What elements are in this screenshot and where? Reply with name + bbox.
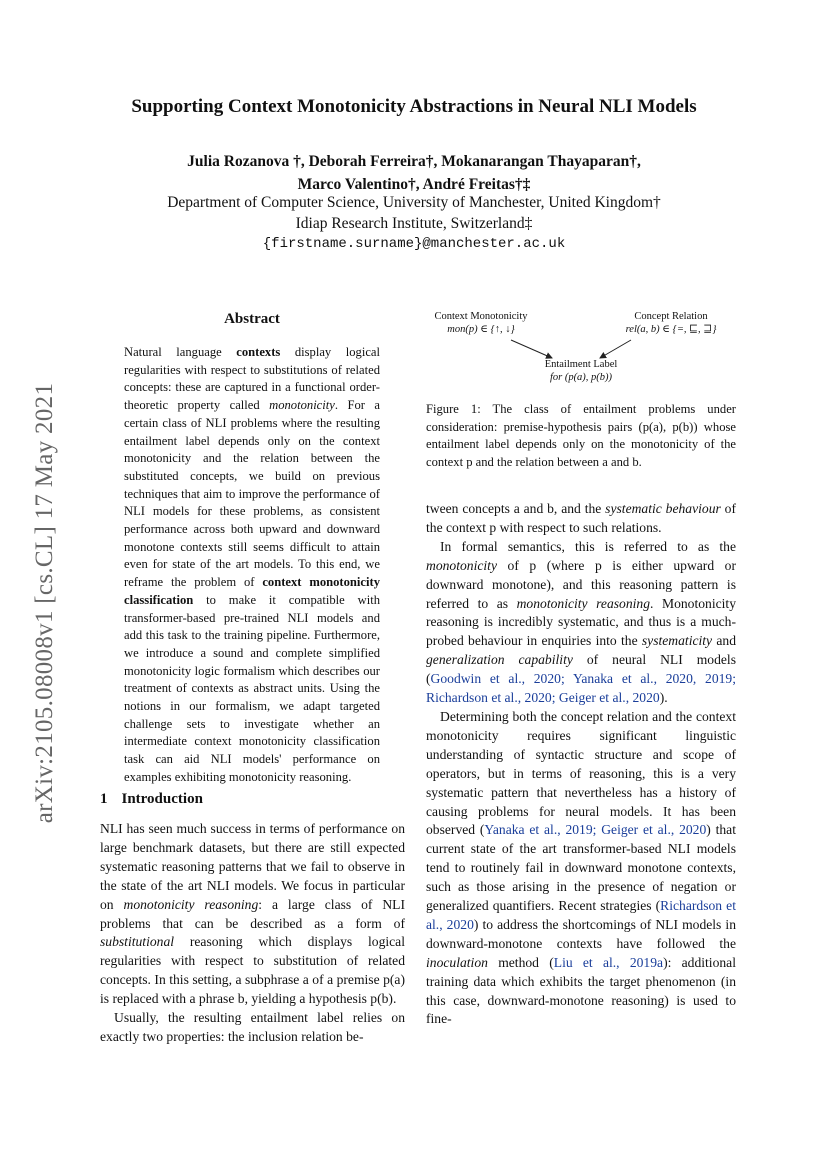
author-email: {firstname.surname}@manchester.ac.uk	[262, 236, 566, 252]
right-column-text	[426, 500, 736, 1029]
arrow-relation-to-label	[600, 340, 631, 358]
paper-title: Supporting Context Monotonicity Abstractions in Neural NLI Models	[131, 96, 697, 117]
citation-link[interactable]: Goodwin et al., 2020; Yanaka et al., 2020, 2019; Richardson et al., 2020; Geiger et al., 2020	[426, 671, 736, 706]
right-paragraph-2: In formal semantics, this is referred to as the monotonicity of p (where p is either upward or downward monotone), and this reasoning pattern is referred to as monotonicity reasoning. Monotonicity reasoning is incredibly systematic, and thus is a much-probed behaviour in enquiries into the systematicity and generalization capability of neural NLI models (Goodwin et al., 2020; Yanaka et al., 2020, 2019; Richardson et al., 2020; Geiger et al., 2020).	[426, 538, 737, 706]
right-paragraph-1: tween concepts a and b, and the systematic behaviour of the context p with respect to such relations.	[426, 501, 736, 535]
figure-1-caption: Figure 1: The class of entailment problems under consideration: premise-hypothesis pairs (p(a), p(b)) whose entailment label depends only on the monotonicity of the context p and the relation between a and b.	[426, 402, 736, 469]
citation-link[interactable]: Richardson et al., 2020	[426, 898, 736, 932]
arxiv-identifier: arXiv:2105.08008v1 [cs.CL] 17 May 2021	[31, 382, 58, 824]
right-paragraph-3: Determining both the concept relation and the context monotonicity requires significant linguistic understanding of syntactic structure and scope of operators, but in terms of reasoning, this is a very systematic pattern that nevertheless has a history of causing problems for neural models. It has been observed (Yanaka et al., 2019; Geiger et al., 2020) that current state of the art transformer-based NLI models tend to routinely fail in downward monotone contexts, such as those arising in the presence of negation or generalized quantifiers. Recent strategies (Richardson et al., 2020) to address the shortcomings of NLI models in downward-monotone contexts have followed the inoculation method (Liu et al., 2019a): additional training data which exhibits the target phenomenon (in this case, downward-monotone reasoning) is used to fine-	[426, 708, 736, 1027]
introduction-text	[100, 820, 405, 1047]
affiliation-manchester: Department of Computer Science, University of Manchester, United Kingdom†	[167, 194, 661, 211]
diagram-arrows	[426, 310, 736, 390]
arxiv-sidebar	[30, 358, 60, 848]
abstract-heading: Abstract	[224, 311, 280, 327]
intro-paragraph-1: NLI has seen much success in terms of performance on large benchmark datasets, but there are still expected systematic reasoning patterns that we fail to observe in the state of the art NLI models. We focus in particular on monotonicity reasoning: a large class of NLI problems that can be described as a form of substitutional reasoning which displays logical regularities with respect to substitution of related concepts. In this setting, a subphrase a of a premise p(a) is replaced with a phrase b, yielding a hypothesis p(b).	[100, 821, 405, 1007]
intro-paragraph-2: Usually, the resulting entailment label relies on exactly two properties: the inclusion relation be-	[100, 1010, 405, 1044]
arrow-monotonicity-to-label	[511, 340, 552, 358]
citation-link[interactable]: Yanaka et al., 2019; Geiger et al., 2020	[484, 822, 707, 838]
citation-link[interactable]: Liu et al., 2019a	[553, 954, 664, 970]
section-heading-introduction	[100, 791, 203, 808]
figure-1-diagram	[426, 310, 736, 390]
node-context-monotonicity: Context Monotonicity mon(p) ∈ {↑, ↓}	[434, 311, 528, 335]
abstract-text: Natural language contexts display logical regularities with respect to substitutions of related concepts: these are captured in a functional order-theoretic property called monotonicity. For a certain class of NLI problems where the resulting entailment label depends only on the context monotonicity and the relation between the substituted concepts, we build on previous techniques that aim to improve the performance of NLI models for these problems, as consistent performance across both upward and downward monotone contexts still seems difficult to attain even for state of the art models. To this end, we reframe the problem of context monotonicity classification to make it compatible with transformer-based pre-trained NLI models and add this task to the training pipeline. Furthermore, we introduce a sound and complete simplified monotonicity logic formalism which describes our treatment of contexts as abstract units. Using the notions in our formalism, we adapt targeted challenge sets to investigate whether an intermediate context monotonicity classification task can aid NLI models' performance on examples exhibiting monotonicity reasoning.	[124, 345, 381, 784]
author-list	[0, 150, 828, 196]
authors-line-2: Marco Valentino†, André Freitas†‡	[297, 176, 531, 193]
affiliations	[0, 192, 828, 255]
authors-line-1: Julia Rozanova †, Deborah Ferreira†, Mokanarangan Thayaparan†,	[187, 153, 641, 170]
section-number: 1	[100, 791, 108, 807]
section-title: Introduction	[121, 791, 203, 807]
node-entailment-label: Entailment Label for (p(a), p(b))	[544, 359, 618, 383]
affiliation-idiap: Idiap Research Institute, Switzerland‡	[295, 215, 533, 232]
node-concept-relation: Concept Relation rel(a, b) ∈ {=, ⊑, ⊒}	[625, 311, 717, 335]
